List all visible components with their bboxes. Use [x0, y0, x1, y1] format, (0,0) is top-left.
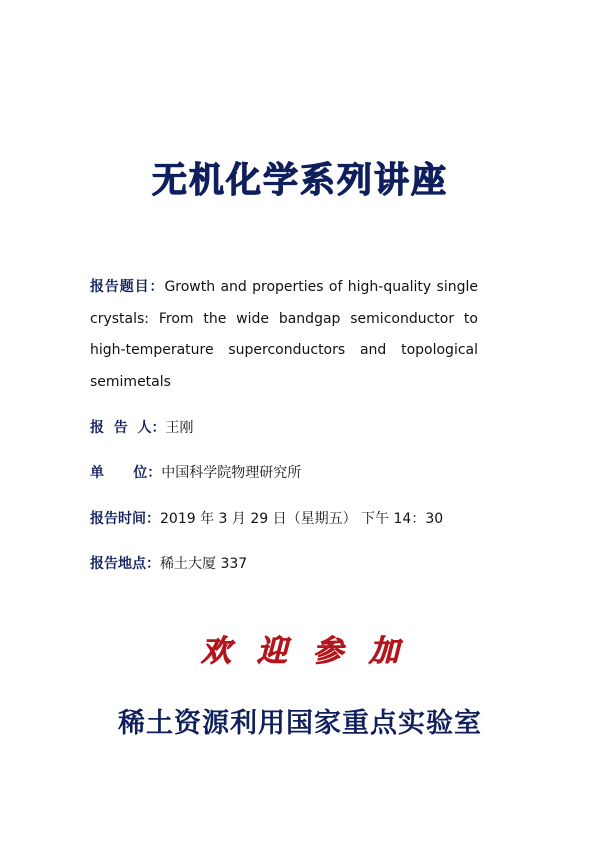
- field-unit: [90, 458, 478, 490]
- field-topic: [90, 272, 478, 398]
- speaker-value: 王刚: [165, 420, 194, 436]
- place-value: 稀土大厦 337: [160, 556, 248, 572]
- topic-text-1: Growth and properties of high-quality single: [164, 279, 478, 295]
- speaker-label: 报 告 人：: [90, 420, 166, 436]
- topic-label: 报告题目：: [90, 279, 165, 295]
- unit-value: 中国科学院物理研究所: [161, 465, 302, 481]
- field-speaker: [90, 413, 478, 445]
- welcome-banner: 欢迎参加: [201, 634, 425, 669]
- time-value: 2019 年 3 月 29 日（星期五） 下午 14：30: [160, 511, 444, 527]
- time-label: 报告时间：: [90, 511, 160, 527]
- lab-name: 稀土资源利用国家重点实验室: [118, 708, 482, 739]
- topic-text-2: crystals: From the wide bandgap semiconductor to: [90, 310, 478, 327]
- field-time: [90, 504, 478, 536]
- topic-text-4: semimetals: [90, 373, 171, 390]
- topic-line-1: [90, 272, 478, 304]
- place-label: 报告地点：: [90, 556, 160, 572]
- topic-text-3: high-temperature superconductors and topological: [90, 342, 478, 358]
- unit-label: 单 位：: [90, 465, 162, 481]
- page-title: 无机化学系列讲座: [151, 161, 448, 201]
- field-place: [90, 549, 478, 581]
